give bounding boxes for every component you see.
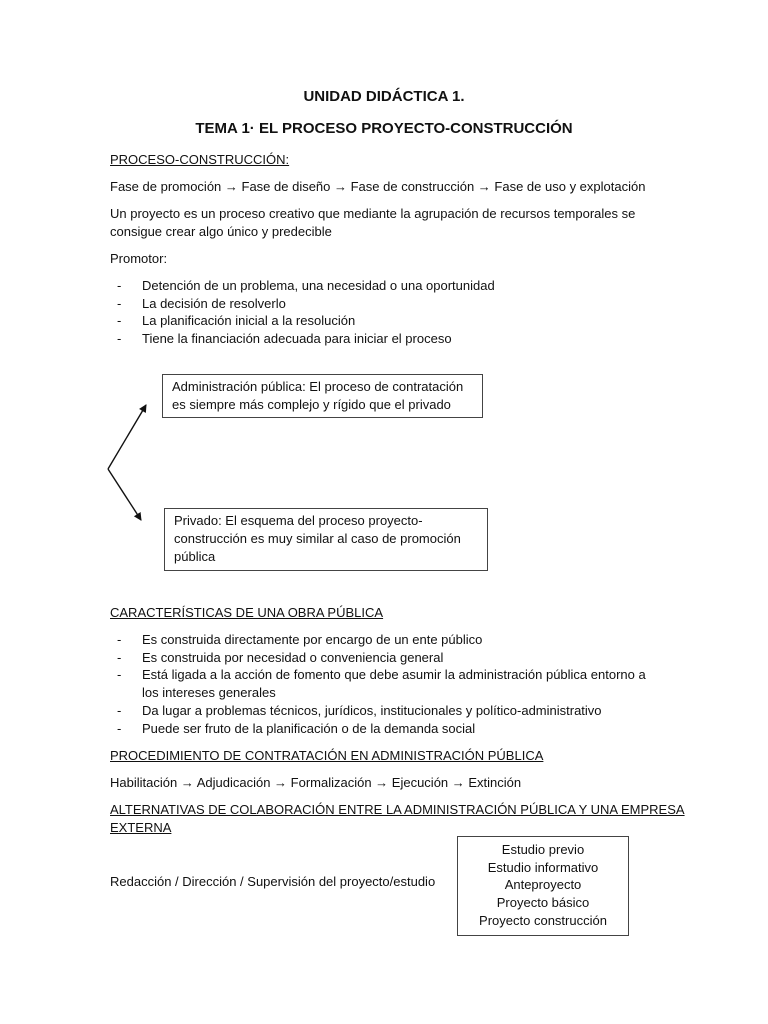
list-item — [117, 649, 646, 667]
dash-marker: - — [117, 313, 122, 329]
section-heading-alternativas-2: EXTERNA — [110, 820, 172, 835]
dash-marker: - — [117, 632, 122, 647]
study-item: Proyecto básico — [496, 895, 590, 911]
definition-line-2: consigue crear algo único y predecible — [110, 224, 332, 239]
arrow-to-private — [108, 469, 141, 520]
dash-marker: - — [117, 667, 122, 683]
dash-marker: - — [117, 331, 122, 347]
list-item-text: los intereses generales — [142, 685, 276, 701]
section-heading-proceso: PROCESO-CONSTRUCCIÓN: — [110, 152, 290, 167]
list-item-text: Puede ser fruto de la planificación o de la demanda social — [142, 720, 476, 736]
list-item — [117, 702, 646, 720]
list-item-text: Tiene la financiación adecuada para iniciar el proceso — [142, 331, 452, 347]
box-line: Privado: El esquema del proceso proyecto- — [174, 513, 423, 528]
study-item: Proyecto construcción — [479, 912, 607, 928]
box-line: construcción es muy similar al caso de promoción — [174, 531, 461, 546]
dash-marker: - — [117, 278, 122, 293]
list-item-text: Es construida directamente por encargo de un ente público — [142, 632, 483, 647]
characteristics-list — [117, 631, 646, 737]
list-item-text: Es construida por necesidad o conveniencia general — [142, 649, 444, 665]
dash-marker: - — [117, 720, 122, 736]
box-line: pública — [174, 549, 216, 564]
phases-line: Fase de promoción → Fase de diseño → Fase de construcción → Fase de uso y explotación — [110, 179, 646, 194]
services-line: Redacción / Dirección / Supervisión del proyecto/estudio — [110, 874, 436, 889]
section-heading-alternativas-1: ALTERNATIVAS DE COLABORACIÓN ENTRE LA ADMINISTRACIÓN PÚBLICA Y UNA EMPRESA — [110, 802, 685, 817]
list-item-text: La decisión de resolverlo — [142, 295, 286, 311]
definition-line-1: Un proyecto es un proceso creativo que mediante la agrupación de recursos temporales se — [110, 206, 636, 221]
section-heading-procedimiento: PROCEDIMIENTO DE CONTRATACIÓN EN ADMINISTRACIÓN PÚBLICA — [110, 748, 544, 763]
list-item — [117, 631, 646, 649]
private-box — [164, 508, 488, 571]
dash-marker: - — [117, 295, 122, 311]
box-line: es siempre más complejo y rígido que el privado — [172, 397, 451, 412]
study-types-box — [457, 836, 629, 936]
list-item-continuation — [117, 684, 646, 702]
dash-marker: - — [117, 649, 122, 665]
dash-marker: - — [117, 702, 122, 718]
section-heading-caracteristicas: CARACTERÍSTICAS DE UNA OBRA PÚBLICA — [110, 605, 384, 620]
arrow-to-public — [108, 405, 146, 469]
study-item: Estudio previo — [501, 842, 585, 857]
list-item-text: Detención de un problema, una necesidad o una oportunidad — [142, 278, 495, 293]
list-item-text: Da lugar a problemas técnicos, jurídicos, institucionales y político-administrativo — [142, 702, 602, 718]
list-item-text: Está ligada a la acción de fomento que debe asumir la administración pública entorno a — [142, 667, 646, 683]
list-item — [117, 720, 646, 738]
study-item: Anteproyecto — [504, 877, 582, 893]
list-item — [117, 666, 646, 684]
study-item: Estudio informativo — [487, 859, 599, 875]
box-line: Administración pública: El proceso de contratación — [172, 379, 464, 394]
public-administration-box — [162, 374, 483, 418]
list-item-text: La planificación inicial a la resolución — [142, 313, 356, 329]
promoter-label: Promotor: — [110, 251, 168, 266]
unit-title: UNIDAD DIDÁCTICA 1. — [303, 88, 465, 105]
topic-title: TEMA 1· EL PROCESO PROYECTO-CONSTRUCCIÓN — [195, 120, 573, 137]
procedure-steps: Habilitación → Adjudicación → Formalización → Ejecución → Extinción — [110, 775, 522, 790]
